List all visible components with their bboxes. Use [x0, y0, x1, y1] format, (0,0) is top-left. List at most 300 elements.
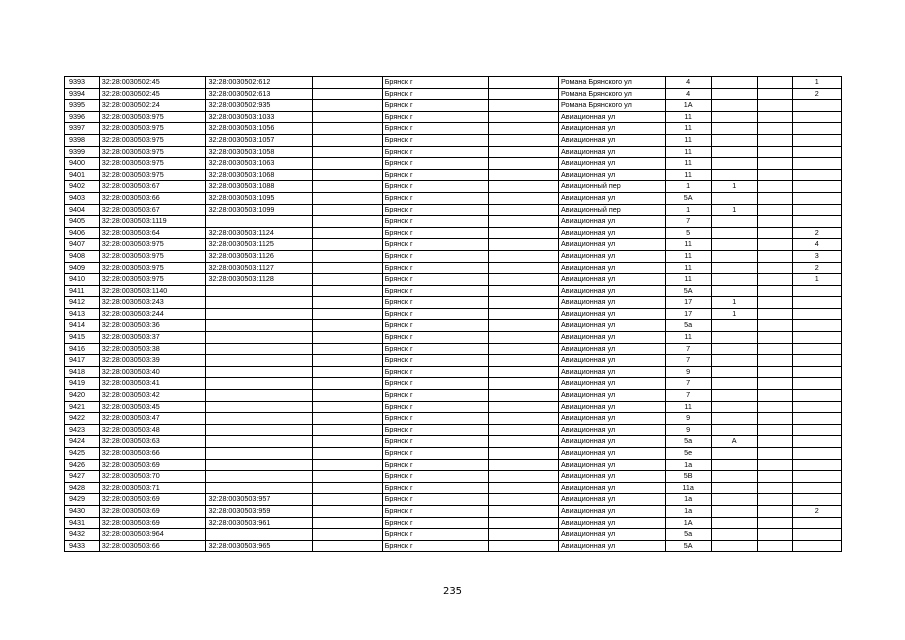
blank-cell [313, 181, 383, 193]
city-cell: Брянск г [382, 343, 489, 355]
city-cell: Брянск г [382, 274, 489, 286]
house-number-cell: 9 [665, 424, 711, 436]
table-row [65, 274, 842, 286]
city-cell: Брянск г [382, 204, 489, 216]
table-row [65, 77, 842, 89]
building-number-cell [711, 134, 757, 146]
table-row [65, 343, 842, 355]
city-cell: Брянск г [382, 100, 489, 112]
row-number-cell: 9425 [65, 448, 100, 460]
street-cell: Авиационная ул [558, 401, 665, 413]
structure-number-cell [757, 332, 792, 344]
object-cadastral-number-cell [206, 390, 313, 402]
cadastral-number-cell: 32:28:0030503:975 [99, 169, 206, 181]
cadastral-number-cell: 32:28:0030503:63 [99, 436, 206, 448]
blank-cell [313, 448, 383, 460]
apartment-number-cell [792, 517, 842, 529]
cadastral-number-cell: 32:28:0030503:975 [99, 158, 206, 170]
table-row [65, 332, 842, 344]
table-row [65, 169, 842, 181]
row-number-cell: 9399 [65, 146, 100, 158]
blank-cell [313, 424, 383, 436]
house-number-cell: 11 [665, 111, 711, 123]
blank-cell [313, 343, 383, 355]
object-cadastral-number-cell [206, 285, 313, 297]
city-cell: Брянск г [382, 250, 489, 262]
house-number-cell: 11 [665, 158, 711, 170]
street-cell: Авиационная ул [558, 227, 665, 239]
cadastral-number-cell: 32:28:0030502:45 [99, 88, 206, 100]
row-number-cell: 9422 [65, 413, 100, 425]
city-cell: Брянск г [382, 111, 489, 123]
object-cadastral-number-cell: 32:28:0030503:1063 [206, 158, 313, 170]
apartment-number-cell [792, 181, 842, 193]
building-number-cell [711, 169, 757, 181]
registry-table-body [65, 77, 842, 552]
cadastral-number-cell: 32:28:0030503:71 [99, 482, 206, 494]
building-number-cell [711, 424, 757, 436]
table-row [65, 401, 842, 413]
table-row [65, 146, 842, 158]
house-number-cell: 1а [665, 494, 711, 506]
object-cadastral-number-cell [206, 216, 313, 228]
cadastral-number-cell: 32:28:0030503:45 [99, 401, 206, 413]
object-cadastral-number-cell: 32:28:0030503:1088 [206, 181, 313, 193]
object-cadastral-number-cell [206, 343, 313, 355]
object-cadastral-number-cell [206, 424, 313, 436]
locality-cell [489, 77, 559, 89]
street-cell: Авиационная ул [558, 250, 665, 262]
cadastral-number-cell: 32:28:0030503:66 [99, 192, 206, 204]
row-number-cell: 9401 [65, 169, 100, 181]
structure-number-cell [757, 482, 792, 494]
object-cadastral-number-cell [206, 471, 313, 483]
row-number-cell: 9409 [65, 262, 100, 274]
street-cell: Авиационная ул [558, 216, 665, 228]
house-number-cell: 5а [665, 529, 711, 541]
house-number-cell: 1 [665, 204, 711, 216]
street-cell: Авиационная ул [558, 482, 665, 494]
locality-cell [489, 517, 559, 529]
structure-number-cell [757, 320, 792, 332]
row-number-cell: 9429 [65, 494, 100, 506]
street-cell: Авиационная ул [558, 529, 665, 541]
blank-cell [313, 540, 383, 552]
street-cell: Авиационная ул [558, 308, 665, 320]
cadastral-number-cell: 32:28:0030503:66 [99, 540, 206, 552]
house-number-cell: 11 [665, 274, 711, 286]
structure-number-cell [757, 88, 792, 100]
locality-cell [489, 204, 559, 216]
cadastral-number-cell: 32:28:0030503:243 [99, 297, 206, 309]
blank-cell [313, 250, 383, 262]
apartment-number-cell [792, 169, 842, 181]
building-number-cell [711, 343, 757, 355]
cadastral-number-cell: 32:28:0030503:975 [99, 250, 206, 262]
apartment-number-cell [792, 285, 842, 297]
street-cell: Авиационная ул [558, 262, 665, 274]
locality-cell [489, 297, 559, 309]
cadastral-number-cell: 32:28:0030503:69 [99, 494, 206, 506]
blank-cell [313, 459, 383, 471]
cadastral-number-cell: 32:28:0030503:1140 [99, 285, 206, 297]
city-cell: Брянск г [382, 471, 489, 483]
building-number-cell [711, 250, 757, 262]
street-cell: Авиационная ул [558, 158, 665, 170]
house-number-cell: 11 [665, 169, 711, 181]
structure-number-cell [757, 123, 792, 135]
blank-cell [313, 529, 383, 541]
apartment-number-cell [792, 529, 842, 541]
table-row [65, 390, 842, 402]
apartment-number-cell: 4 [792, 239, 842, 251]
building-number-cell [711, 192, 757, 204]
blank-cell [313, 88, 383, 100]
street-cell: Авиационная ул [558, 192, 665, 204]
structure-number-cell [757, 274, 792, 286]
building-number-cell [711, 482, 757, 494]
cadastral-number-cell: 32:28:0030503:975 [99, 262, 206, 274]
structure-number-cell [757, 158, 792, 170]
street-cell: Авиационная ул [558, 285, 665, 297]
structure-number-cell [757, 216, 792, 228]
blank-cell [313, 366, 383, 378]
object-cadastral-number-cell: 32:28:0030503:1033 [206, 111, 313, 123]
locality-cell [489, 413, 559, 425]
table-row [65, 88, 842, 100]
row-number-cell: 9430 [65, 505, 100, 517]
object-cadastral-number-cell: 32:28:0030503:1068 [206, 169, 313, 181]
object-cadastral-number-cell [206, 320, 313, 332]
blank-cell [313, 146, 383, 158]
building-number-cell [711, 262, 757, 274]
locality-cell [489, 505, 559, 517]
table-row [65, 308, 842, 320]
cadastral-number-cell: 32:28:0030503:1119 [99, 216, 206, 228]
house-number-cell: 4 [665, 77, 711, 89]
structure-number-cell [757, 204, 792, 216]
city-cell: Брянск г [382, 123, 489, 135]
house-number-cell: 11 [665, 250, 711, 262]
blank-cell [313, 505, 383, 517]
row-number-cell: 9423 [65, 424, 100, 436]
apartment-number-cell [792, 378, 842, 390]
structure-number-cell [757, 494, 792, 506]
house-number-cell: 7 [665, 355, 711, 367]
cadastral-number-cell: 32:28:0030503:47 [99, 413, 206, 425]
locality-cell [489, 123, 559, 135]
house-number-cell: 1а [665, 505, 711, 517]
row-number-cell: 9421 [65, 401, 100, 413]
object-cadastral-number-cell [206, 448, 313, 460]
city-cell: Брянск г [382, 378, 489, 390]
blank-cell [313, 413, 383, 425]
house-number-cell: 7 [665, 216, 711, 228]
house-number-cell: 7 [665, 343, 711, 355]
house-number-cell: 7 [665, 378, 711, 390]
cadastral-number-cell: 32:28:0030503:36 [99, 320, 206, 332]
blank-cell [313, 436, 383, 448]
apartment-number-cell: 2 [792, 262, 842, 274]
city-cell: Брянск г [382, 88, 489, 100]
apartment-number-cell [792, 308, 842, 320]
blank-cell [313, 227, 383, 239]
apartment-number-cell [792, 366, 842, 378]
house-number-cell: 11 [665, 146, 711, 158]
house-number-cell: 1а [665, 459, 711, 471]
row-number-cell: 9426 [65, 459, 100, 471]
building-number-cell [711, 320, 757, 332]
city-cell: Брянск г [382, 134, 489, 146]
cadastral-number-cell: 32:28:0030503:69 [99, 517, 206, 529]
building-number-cell: 1 [711, 308, 757, 320]
cadastral-number-cell: 32:28:0030503:975 [99, 274, 206, 286]
blank-cell [313, 332, 383, 344]
street-cell: Авиационная ул [558, 517, 665, 529]
table-row [65, 227, 842, 239]
apartment-number-cell [792, 390, 842, 402]
object-cadastral-number-cell: 32:28:0030503:1056 [206, 123, 313, 135]
structure-number-cell [757, 285, 792, 297]
cadastral-number-cell: 32:28:0030503:67 [99, 204, 206, 216]
apartment-number-cell [792, 100, 842, 112]
blank-cell [313, 355, 383, 367]
cadastral-number-cell: 32:28:0030503:975 [99, 146, 206, 158]
table-row [65, 378, 842, 390]
street-cell: Авиационная ул [558, 320, 665, 332]
structure-number-cell [757, 448, 792, 460]
structure-number-cell [757, 413, 792, 425]
cadastral-number-cell: 32:28:0030503:64 [99, 227, 206, 239]
blank-cell [313, 123, 383, 135]
object-cadastral-number-cell: 32:28:0030503:1057 [206, 134, 313, 146]
row-number-cell: 9410 [65, 274, 100, 286]
structure-number-cell [757, 471, 792, 483]
cadastral-number-cell: 32:28:0030503:66 [99, 448, 206, 460]
row-number-cell: 9397 [65, 123, 100, 135]
building-number-cell: 1 [711, 297, 757, 309]
cadastral-number-cell: 32:28:0030503:975 [99, 111, 206, 123]
city-cell: Брянск г [382, 413, 489, 425]
table-row [65, 529, 842, 541]
row-number-cell: 9404 [65, 204, 100, 216]
apartment-number-cell [792, 216, 842, 228]
object-cadastral-number-cell: 32:28:0030503:959 [206, 505, 313, 517]
street-cell: Авиационная ул [558, 366, 665, 378]
cadastral-number-cell: 32:28:0030503:975 [99, 134, 206, 146]
street-cell: Авиационная ул [558, 123, 665, 135]
structure-number-cell [757, 111, 792, 123]
blank-cell [313, 471, 383, 483]
city-cell: Брянск г [382, 297, 489, 309]
street-cell: Авиационная ул [558, 413, 665, 425]
object-cadastral-number-cell: 32:28:0030503:961 [206, 517, 313, 529]
building-number-cell [711, 448, 757, 460]
street-cell: Авиационная ул [558, 505, 665, 517]
object-cadastral-number-cell: 32:28:0030502:612 [206, 77, 313, 89]
city-cell: Брянск г [382, 332, 489, 344]
city-cell: Брянск г [382, 401, 489, 413]
row-number-cell: 9408 [65, 250, 100, 262]
locality-cell [489, 285, 559, 297]
street-cell: Авиационная ул [558, 297, 665, 309]
row-number-cell: 9407 [65, 239, 100, 251]
structure-number-cell [757, 505, 792, 517]
locality-cell [489, 100, 559, 112]
row-number-cell: 9393 [65, 77, 100, 89]
apartment-number-cell [792, 111, 842, 123]
building-number-cell [711, 285, 757, 297]
city-cell: Брянск г [382, 459, 489, 471]
building-number-cell [711, 216, 757, 228]
apartment-number-cell: 3 [792, 250, 842, 262]
locality-cell [489, 424, 559, 436]
blank-cell [313, 204, 383, 216]
structure-number-cell [757, 366, 792, 378]
locality-cell [489, 529, 559, 541]
city-cell: Брянск г [382, 308, 489, 320]
city-cell: Брянск г [382, 320, 489, 332]
locality-cell [489, 88, 559, 100]
row-number-cell: 9411 [65, 285, 100, 297]
building-number-cell: 1 [711, 204, 757, 216]
house-number-cell: 9 [665, 413, 711, 425]
building-number-cell: 1 [711, 181, 757, 193]
row-number-cell: 9417 [65, 355, 100, 367]
locality-cell [489, 274, 559, 286]
table-row [65, 158, 842, 170]
table-row [65, 436, 842, 448]
object-cadastral-number-cell: 32:28:0030503:1127 [206, 262, 313, 274]
row-number-cell: 9419 [65, 378, 100, 390]
blank-cell [313, 216, 383, 228]
apartment-number-cell [792, 355, 842, 367]
apartment-number-cell [792, 424, 842, 436]
page-number: 235 [442, 586, 463, 597]
cadastral-number-cell: 32:28:0030503:39 [99, 355, 206, 367]
table-row [65, 459, 842, 471]
table-row [65, 239, 842, 251]
house-number-cell: 1А [665, 100, 711, 112]
apartment-number-cell [792, 204, 842, 216]
row-number-cell: 9395 [65, 100, 100, 112]
row-number-cell: 9424 [65, 436, 100, 448]
building-number-cell [711, 227, 757, 239]
locality-cell [489, 320, 559, 332]
structure-number-cell [757, 250, 792, 262]
object-cadastral-number-cell [206, 355, 313, 367]
object-cadastral-number-cell: 32:28:0030503:1126 [206, 250, 313, 262]
structure-number-cell [757, 262, 792, 274]
building-number-cell [711, 471, 757, 483]
structure-number-cell [757, 227, 792, 239]
street-cell: Романа Брянского ул [558, 88, 665, 100]
row-number-cell: 9431 [65, 517, 100, 529]
locality-cell [489, 134, 559, 146]
row-number-cell: 9406 [65, 227, 100, 239]
blank-cell [313, 297, 383, 309]
structure-number-cell [757, 134, 792, 146]
row-number-cell: 9402 [65, 181, 100, 193]
row-number-cell: 9418 [65, 366, 100, 378]
cadastral-number-cell: 32:28:0030503:41 [99, 378, 206, 390]
locality-cell [489, 216, 559, 228]
apartment-number-cell [792, 482, 842, 494]
row-number-cell: 9405 [65, 216, 100, 228]
object-cadastral-number-cell: 32:28:0030503:965 [206, 540, 313, 552]
building-number-cell [711, 100, 757, 112]
structure-number-cell [757, 355, 792, 367]
apartment-number-cell [792, 413, 842, 425]
object-cadastral-number-cell [206, 308, 313, 320]
city-cell: Брянск г [382, 494, 489, 506]
table-row [65, 123, 842, 135]
address-registry-table [64, 76, 842, 552]
table-row [65, 181, 842, 193]
blank-cell [313, 111, 383, 123]
street-cell: Авиационная ул [558, 540, 665, 552]
house-number-cell: 5А [665, 192, 711, 204]
city-cell: Брянск г [382, 192, 489, 204]
street-cell: Авиационная ул [558, 471, 665, 483]
row-number-cell: 9415 [65, 332, 100, 344]
blank-cell [313, 77, 383, 89]
city-cell: Брянск г [382, 424, 489, 436]
locality-cell [489, 459, 559, 471]
city-cell: Брянск г [382, 169, 489, 181]
row-number-cell: 9420 [65, 390, 100, 402]
house-number-cell: 11 [665, 332, 711, 344]
building-number-cell [711, 239, 757, 251]
apartment-number-cell [792, 494, 842, 506]
cadastral-number-cell: 32:28:0030503:244 [99, 308, 206, 320]
building-number-cell [711, 146, 757, 158]
city-cell: Брянск г [382, 482, 489, 494]
house-number-cell: 11 [665, 262, 711, 274]
building-number-cell [711, 401, 757, 413]
structure-number-cell [757, 529, 792, 541]
building-number-cell [711, 355, 757, 367]
locality-cell [489, 250, 559, 262]
street-cell: Авиационная ул [558, 355, 665, 367]
object-cadastral-number-cell [206, 401, 313, 413]
cadastral-number-cell: 32:28:0030503:38 [99, 343, 206, 355]
building-number-cell [711, 274, 757, 286]
apartment-number-cell [792, 436, 842, 448]
table-row [65, 111, 842, 123]
blank-cell [313, 482, 383, 494]
structure-number-cell [757, 424, 792, 436]
locality-cell [489, 471, 559, 483]
locality-cell [489, 158, 559, 170]
house-number-cell: 17 [665, 297, 711, 309]
street-cell: Авиационная ул [558, 169, 665, 181]
table-row [65, 134, 842, 146]
table-row [65, 262, 842, 274]
table-row [65, 413, 842, 425]
house-number-cell: 4 [665, 88, 711, 100]
structure-number-cell [757, 390, 792, 402]
cadastral-number-cell: 32:28:0030503:42 [99, 390, 206, 402]
object-cadastral-number-cell [206, 459, 313, 471]
structure-number-cell [757, 540, 792, 552]
object-cadastral-number-cell [206, 529, 313, 541]
building-number-cell [711, 123, 757, 135]
street-cell: Авиационная ул [558, 378, 665, 390]
apartment-number-cell [792, 146, 842, 158]
blank-cell [313, 320, 383, 332]
locality-cell [489, 308, 559, 320]
